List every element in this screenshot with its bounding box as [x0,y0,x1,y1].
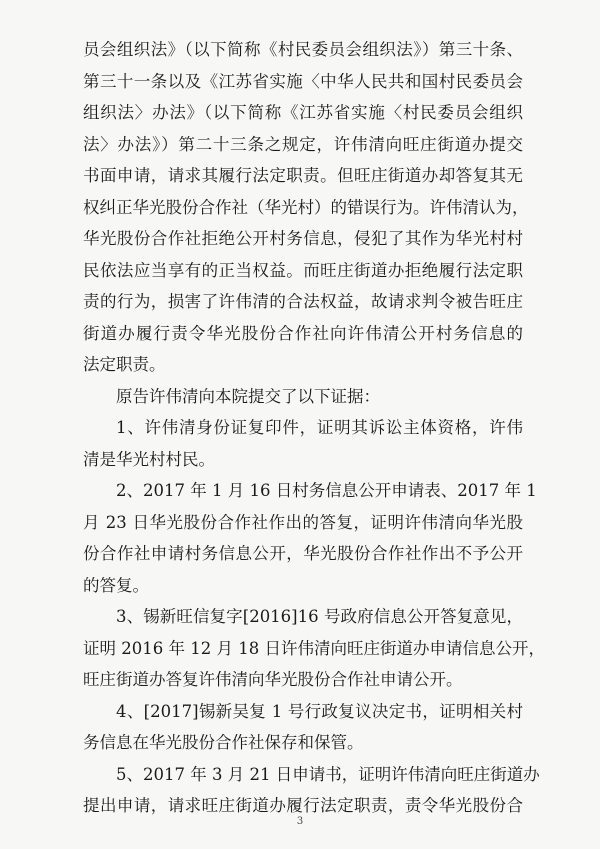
body-text-line: 员会组织法》（以下简称《村民委员会组织法》）第三十条、 [83,40,523,59]
body-text-line: 法定职责。 [83,355,166,374]
evidence-item-1: 1、许伟清身份证复印件，证明其诉讼主体资格，许伟 [116,418,523,437]
body-text-line: 证明 2016 年 12 月 18 日许伟清向旺庄街道办申请信息公开， [83,638,545,658]
body-text-line: 责的行为，损害了许伟清的合法权益，故请求判令被告旺庄 [83,292,523,311]
body-text-line: 民依法应当享有的正当权益。而旺庄街道办拒绝履行法定职 [83,260,523,280]
page-number: 3 [296,816,304,827]
body-text-line: 提出申请，请求旺庄街道办履行法定职责，责令华光股份合 [83,796,523,815]
body-text-line: 书面申请，请求其履行法定职责。但旺庄街道办却答复其无 [83,166,523,185]
evidence-item-3: 3、锡新旺信复字[2016]16 号政府信息公开答复意见， [116,607,523,626]
body-text-line: 华光股份合作社拒绝公开村务信息，侵犯了其作为华光村村 [83,229,523,248]
body-text-line: 组织法〉办法》（以下简称《江苏省实施〈村民委员会组织 [83,103,523,122]
body-text-line: 权纠正华光股份合作社（华光村）的错误行为。许伟清认为， [83,197,529,217]
body-text-line: 份合作社申请村务信息公开，华光股份合作社作出不予公开 [83,544,523,563]
body-text-line: 清是华光村村民。 [83,449,215,469]
evidence-item-5: 5、2017 年 3 月 21 日申请书，证明许伟清向旺庄街道办 [116,764,540,784]
evidence-item-2: 2、2017 年 1 月 16 日村务信息公开申请表、2017 年 1 [116,481,537,500]
body-text-line: 务信息在华光股份合作社保存和保管。 [83,733,364,752]
body-text-line: 旺庄街道办答复许伟清向华光股份合作社申请公开。 [83,670,463,689]
body-text-line: 法〉办法》）第二十三条之规定，许伟清向旺庄街道办提交 [83,134,523,154]
evidence-intro: 原告许伟清向本院提交了以下证据： [116,386,380,406]
body-text-line: 的答复。 [83,575,149,595]
body-text-line: 街道办履行责令华光股份合作社向许伟清公开村务信息的 [83,323,523,343]
evidence-item-4: 4、[2017]锡新吴复 1 号行政复议决定书，证明相关村 [116,701,523,721]
body-text-line: 第三十一条以及《江苏省实施〈中华人民共和国村民委员会 [83,71,523,91]
body-text-line: 月 23 日华光股份合作社作出的答复，证明许伟清向华光股 [83,512,523,532]
